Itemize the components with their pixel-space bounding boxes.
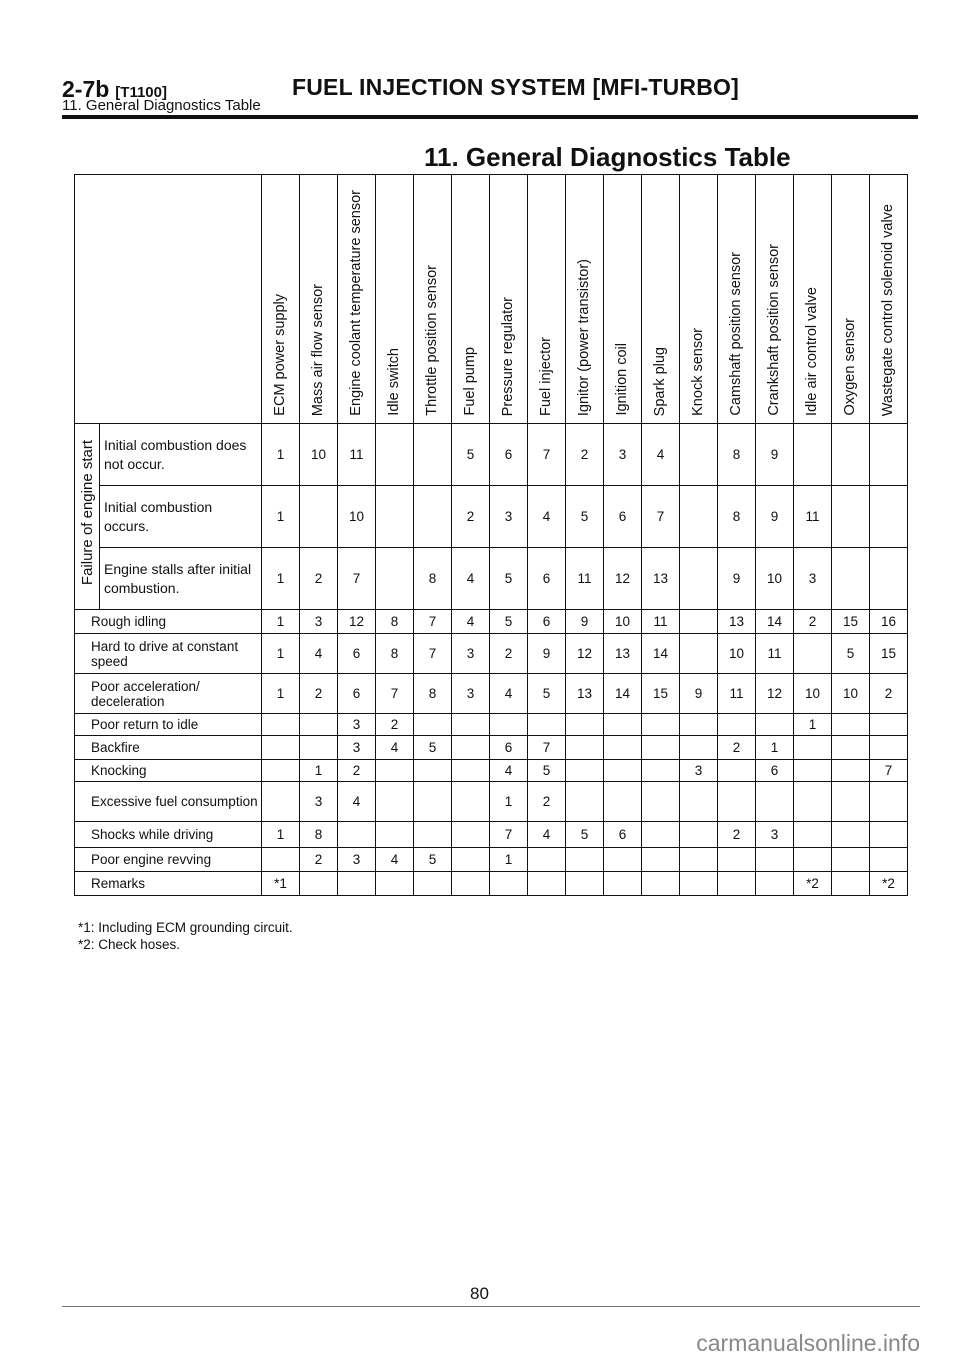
table-cell: 3 [338, 848, 376, 872]
table-cell: 6 [528, 610, 566, 634]
table-cell: 8 [300, 822, 338, 848]
table-cell: 4 [300, 634, 338, 674]
table-cell: 15 [870, 634, 908, 674]
table-cell [452, 872, 490, 896]
table-cell [262, 848, 300, 872]
table-cell: 10 [794, 674, 832, 714]
table-cell: 3 [794, 548, 832, 610]
table-cell [338, 822, 376, 848]
table-cell: 6 [490, 736, 528, 760]
symptom-label: Hard to drive at constant speed [75, 634, 262, 674]
table-cell: 11 [566, 548, 604, 610]
table-cell [642, 872, 680, 896]
table-cell: 8 [414, 674, 452, 714]
table-cell: 7 [528, 736, 566, 760]
table-cell [794, 736, 832, 760]
table-cell: 2 [376, 714, 414, 736]
table-cell [566, 714, 604, 736]
table-cell [376, 486, 414, 548]
column-header-label: Knock sensor [690, 328, 707, 416]
table-cell: 5 [528, 674, 566, 714]
table-cell: 8 [376, 634, 414, 674]
table-cell [604, 782, 642, 822]
table-row [75, 782, 908, 822]
table-cell [680, 782, 718, 822]
table-cell [832, 424, 870, 486]
column-header-label: Ignition coil [614, 343, 631, 416]
table-cell: 5 [490, 548, 528, 610]
table-cell [414, 714, 452, 736]
table-cell: 10 [832, 674, 870, 714]
table-cell [452, 848, 490, 872]
footnote-1: *1: Including ECM grounding circuit. [78, 920, 293, 935]
column-header [490, 175, 528, 424]
column-header-label: Pressure regulator [500, 296, 517, 416]
column-header [566, 175, 604, 424]
table-cell: 4 [452, 610, 490, 634]
column-header [832, 175, 870, 424]
table-cell: 13 [718, 610, 756, 634]
table-cell: 1 [490, 782, 528, 822]
table-cell [490, 714, 528, 736]
column-header-label: Fuel injector [538, 337, 555, 416]
table-cell: 10 [300, 424, 338, 486]
table-cell: 6 [490, 424, 528, 486]
table-cell [414, 486, 452, 548]
table-cell: 2 [528, 782, 566, 822]
table-cell: 2 [870, 674, 908, 714]
footer-rule [62, 1306, 920, 1307]
table-cell [642, 782, 680, 822]
table-cell [452, 760, 490, 782]
column-header-label: Ignitor (power transistor) [576, 258, 593, 416]
table-cell [604, 760, 642, 782]
table-row [75, 714, 908, 736]
table-row [75, 486, 908, 548]
table-cell: 4 [528, 486, 566, 548]
table-cell [338, 872, 376, 896]
table-cell: 3 [452, 634, 490, 674]
column-header-row [75, 175, 908, 424]
table-cell: 4 [376, 848, 414, 872]
table-cell: 9 [528, 634, 566, 674]
table-cell [414, 760, 452, 782]
table-cell: 12 [338, 610, 376, 634]
table-cell [680, 822, 718, 848]
table-cell: 1 [262, 424, 300, 486]
symptom-label: Backfire [75, 736, 262, 760]
page-number: 80 [470, 1284, 489, 1303]
table-cell [528, 714, 566, 736]
table-cell: 2 [300, 848, 338, 872]
column-header [756, 175, 794, 424]
table-cell [794, 634, 832, 674]
table-cell: 9 [718, 548, 756, 610]
table-cell: 5 [490, 610, 528, 634]
column-header [376, 175, 414, 424]
table-cell [870, 548, 908, 610]
table-cell [376, 872, 414, 896]
table-cell [452, 782, 490, 822]
table-cell: 5 [566, 486, 604, 548]
table-cell: 8 [414, 548, 452, 610]
column-header [338, 175, 376, 424]
table-cell [414, 872, 452, 896]
section-id: 2-7b [62, 76, 110, 102]
table-cell: 14 [604, 674, 642, 714]
table-cell: 1 [262, 610, 300, 634]
table-cell [680, 848, 718, 872]
table-cell [718, 782, 756, 822]
table-cell [718, 760, 756, 782]
table-cell: 2 [452, 486, 490, 548]
table-cell [756, 782, 794, 822]
table-cell [376, 782, 414, 822]
table-cell [642, 736, 680, 760]
table-cell: 4 [338, 782, 376, 822]
table-cell: 1 [262, 486, 300, 548]
table-cell [832, 548, 870, 610]
table-cell: 11 [338, 424, 376, 486]
table-cell [262, 782, 300, 822]
table-cell [756, 714, 794, 736]
table-cell: 4 [452, 548, 490, 610]
table-cell [642, 760, 680, 782]
table-row [75, 736, 908, 760]
symptom-label: Engine stalls after initial combustion. [100, 548, 262, 610]
table-cell: 2 [490, 634, 528, 674]
diagnostics-table [74, 174, 908, 896]
table-cell: 6 [528, 548, 566, 610]
table-cell: 5 [414, 736, 452, 760]
table-cell [680, 736, 718, 760]
table-cell [794, 424, 832, 486]
table-row [75, 872, 908, 896]
symptom-label: Poor return to idle [75, 714, 262, 736]
table-cell [490, 872, 528, 896]
table-cell: 16 [870, 610, 908, 634]
table-cell [566, 872, 604, 896]
table-cell [528, 872, 566, 896]
table-cell: 3 [604, 424, 642, 486]
column-header [794, 175, 832, 424]
column-header-label: Spark plug [652, 346, 669, 416]
chapter-subtitle: 11. General Diagnostics Table [62, 97, 261, 114]
page-title: 11. General Diagnostics Table [424, 142, 791, 172]
table-cell: 2 [718, 822, 756, 848]
table-cell: 2 [338, 760, 376, 782]
table-row [75, 760, 908, 782]
table-cell [680, 424, 718, 486]
table-cell [680, 634, 718, 674]
table-cell: 12 [604, 548, 642, 610]
table-cell [566, 782, 604, 822]
table-cell [300, 872, 338, 896]
table-cell [832, 736, 870, 760]
table-cell: 3 [338, 714, 376, 736]
table-cell: 6 [338, 674, 376, 714]
table-cell: 4 [642, 424, 680, 486]
table-cell [452, 822, 490, 848]
table-cell [794, 760, 832, 782]
table-cell: *2 [794, 872, 832, 896]
table-cell [794, 782, 832, 822]
table-cell: 3 [490, 486, 528, 548]
table-cell [604, 848, 642, 872]
table-cell: 13 [604, 634, 642, 674]
table-cell [680, 486, 718, 548]
table-cell: 7 [338, 548, 376, 610]
table-cell: 1 [262, 822, 300, 848]
header-rule [62, 115, 918, 119]
table-cell [452, 714, 490, 736]
table-cell [794, 848, 832, 872]
table-cell: 9 [566, 610, 604, 634]
column-header [718, 175, 756, 424]
group-label: Failure of engine start [78, 440, 96, 586]
symptom-label: Rough idling [75, 610, 262, 634]
column-header-label: Idle switch [386, 348, 403, 416]
table-cell: 1 [262, 548, 300, 610]
table-cell: 1 [756, 736, 794, 760]
table-cell [870, 822, 908, 848]
table-cell: 2 [300, 674, 338, 714]
table-cell: 3 [680, 760, 718, 782]
table-cell [680, 610, 718, 634]
table-cell: 9 [756, 486, 794, 548]
table-cell: 5 [414, 848, 452, 872]
table-cell [414, 424, 452, 486]
table-cell: 15 [832, 610, 870, 634]
table-cell [794, 822, 832, 848]
table-cell: 10 [604, 610, 642, 634]
table-row [75, 634, 908, 674]
table-cell: 8 [718, 486, 756, 548]
column-header [300, 175, 338, 424]
table-cell: 10 [718, 634, 756, 674]
table-cell [870, 782, 908, 822]
table-cell: 3 [452, 674, 490, 714]
table-cell [566, 848, 604, 872]
table-cell [376, 760, 414, 782]
table-cell [870, 424, 908, 486]
table-cell [604, 736, 642, 760]
group-label-cell [75, 424, 100, 610]
table-cell: 11 [794, 486, 832, 548]
table-cell: 13 [642, 548, 680, 610]
table-cell: 10 [756, 548, 794, 610]
table-cell [832, 760, 870, 782]
table-cell [642, 714, 680, 736]
column-header-label: Mass air flow sensor [310, 283, 327, 416]
table-cell [604, 872, 642, 896]
table-cell [832, 872, 870, 896]
table-cell: 11 [642, 610, 680, 634]
table-cell: 12 [756, 674, 794, 714]
table-cell [642, 822, 680, 848]
table-cell: *2 [870, 872, 908, 896]
table-cell: 1 [262, 674, 300, 714]
table-cell: 6 [604, 822, 642, 848]
table-cell: *1 [262, 872, 300, 896]
table-cell: 7 [642, 486, 680, 548]
table-cell [566, 736, 604, 760]
table-row [75, 822, 908, 848]
table-cell: 6 [756, 760, 794, 782]
table-cell [414, 822, 452, 848]
table-cell [832, 822, 870, 848]
table-cell: 5 [566, 822, 604, 848]
corner-cell [75, 175, 262, 424]
table-cell [870, 486, 908, 548]
table-cell: 7 [376, 674, 414, 714]
table-cell [756, 848, 794, 872]
table-row [75, 424, 908, 486]
table-cell: 7 [414, 634, 452, 674]
chapter-title: FUEL INJECTION SYSTEM [MFI-TURBO] [292, 74, 740, 100]
table-cell [832, 782, 870, 822]
column-header-label: Throttle position sensor [424, 265, 441, 416]
table-cell: 13 [566, 674, 604, 714]
table-cell: 4 [490, 674, 528, 714]
table-row [75, 548, 908, 610]
table-cell [262, 736, 300, 760]
table-cell [756, 872, 794, 896]
symptom-label: Initial combustion occurs. [100, 486, 262, 548]
symptom-label: Remarks [75, 872, 262, 896]
symptom-label: Poor engine revving [75, 848, 262, 872]
column-header-label: Oxygen sensor [842, 318, 859, 416]
table-cell: 15 [642, 674, 680, 714]
column-header [262, 175, 300, 424]
column-header-label: Camshaft position sensor [728, 252, 745, 416]
table-cell: 3 [338, 736, 376, 760]
table-cell: 14 [642, 634, 680, 674]
symptom-label: Excessive fuel consumption [75, 782, 262, 822]
table-cell: 7 [414, 610, 452, 634]
table-cell: 7 [490, 822, 528, 848]
column-header [414, 175, 452, 424]
table-cell: 3 [300, 782, 338, 822]
table-cell: 2 [300, 548, 338, 610]
watermark: carmanualsonline.info [696, 1330, 920, 1356]
table-cell [376, 822, 414, 848]
table-row [75, 610, 908, 634]
footnote-2: *2: Check hoses. [78, 937, 181, 952]
table-cell: 1 [794, 714, 832, 736]
table-cell: 3 [756, 822, 794, 848]
table-cell [262, 714, 300, 736]
table-cell: 7 [528, 424, 566, 486]
symptom-label: Initial combustion does not occur. [100, 424, 262, 486]
table-cell: 3 [300, 610, 338, 634]
table-cell [870, 736, 908, 760]
table-cell: 2 [566, 424, 604, 486]
table-cell [718, 848, 756, 872]
section-code: [T1100] [115, 84, 167, 101]
table-cell [680, 872, 718, 896]
table-cell: 6 [604, 486, 642, 548]
column-header [870, 175, 908, 424]
table-cell [300, 714, 338, 736]
table-cell [452, 736, 490, 760]
table-cell: 8 [376, 610, 414, 634]
table-cell: 4 [376, 736, 414, 760]
table-cell [566, 760, 604, 782]
table-cell [832, 714, 870, 736]
symptom-label: Poor acceleration/ deceleration [75, 674, 262, 714]
table-cell: 5 [832, 634, 870, 674]
symptom-label: Knocking [75, 760, 262, 782]
table-cell [262, 760, 300, 782]
table-cell [604, 714, 642, 736]
table-cell [680, 548, 718, 610]
table-cell [376, 424, 414, 486]
table-cell: 12 [566, 634, 604, 674]
table-cell [376, 548, 414, 610]
table-cell [642, 848, 680, 872]
table-cell [870, 848, 908, 872]
table-cell: 6 [338, 634, 376, 674]
table-cell: 5 [452, 424, 490, 486]
table-cell [414, 782, 452, 822]
column-header [680, 175, 718, 424]
column-header-label: Idle air control valve [804, 287, 821, 416]
column-header [642, 175, 680, 424]
symptom-label: Shocks while driving [75, 822, 262, 848]
table-cell: 5 [528, 760, 566, 782]
column-header [604, 175, 642, 424]
column-header [528, 175, 566, 424]
table-cell: 2 [794, 610, 832, 634]
table-cell: 7 [870, 760, 908, 782]
table-cell [300, 736, 338, 760]
table-cell: 9 [756, 424, 794, 486]
table-cell: 9 [680, 674, 718, 714]
column-header [452, 175, 490, 424]
table-cell [680, 714, 718, 736]
table-cell [300, 486, 338, 548]
table-cell: 8 [718, 424, 756, 486]
table-cell: 2 [718, 736, 756, 760]
table-cell: 1 [300, 760, 338, 782]
table-cell [832, 486, 870, 548]
table-cell: 4 [528, 822, 566, 848]
table-cell: 11 [718, 674, 756, 714]
table-cell: 14 [756, 610, 794, 634]
column-header-label: Fuel pump [462, 347, 479, 416]
footnotes [78, 919, 293, 953]
table-cell: 1 [262, 634, 300, 674]
column-header-label: Engine coolant temperature sensor [348, 190, 365, 416]
column-header-label: Crankshaft position sensor [766, 244, 783, 416]
table-cell [718, 714, 756, 736]
table-cell: 1 [490, 848, 528, 872]
table-cell: 10 [338, 486, 376, 548]
table-row [75, 674, 908, 714]
table-cell: 11 [756, 634, 794, 674]
table-cell [870, 714, 908, 736]
table-row [75, 848, 908, 872]
table-cell [718, 872, 756, 896]
column-header-label: Wastegate control solenoid valve [880, 203, 897, 416]
table-cell: 4 [490, 760, 528, 782]
column-header-label: ECM power supply [272, 294, 289, 416]
table-cell [832, 848, 870, 872]
table-cell [528, 848, 566, 872]
